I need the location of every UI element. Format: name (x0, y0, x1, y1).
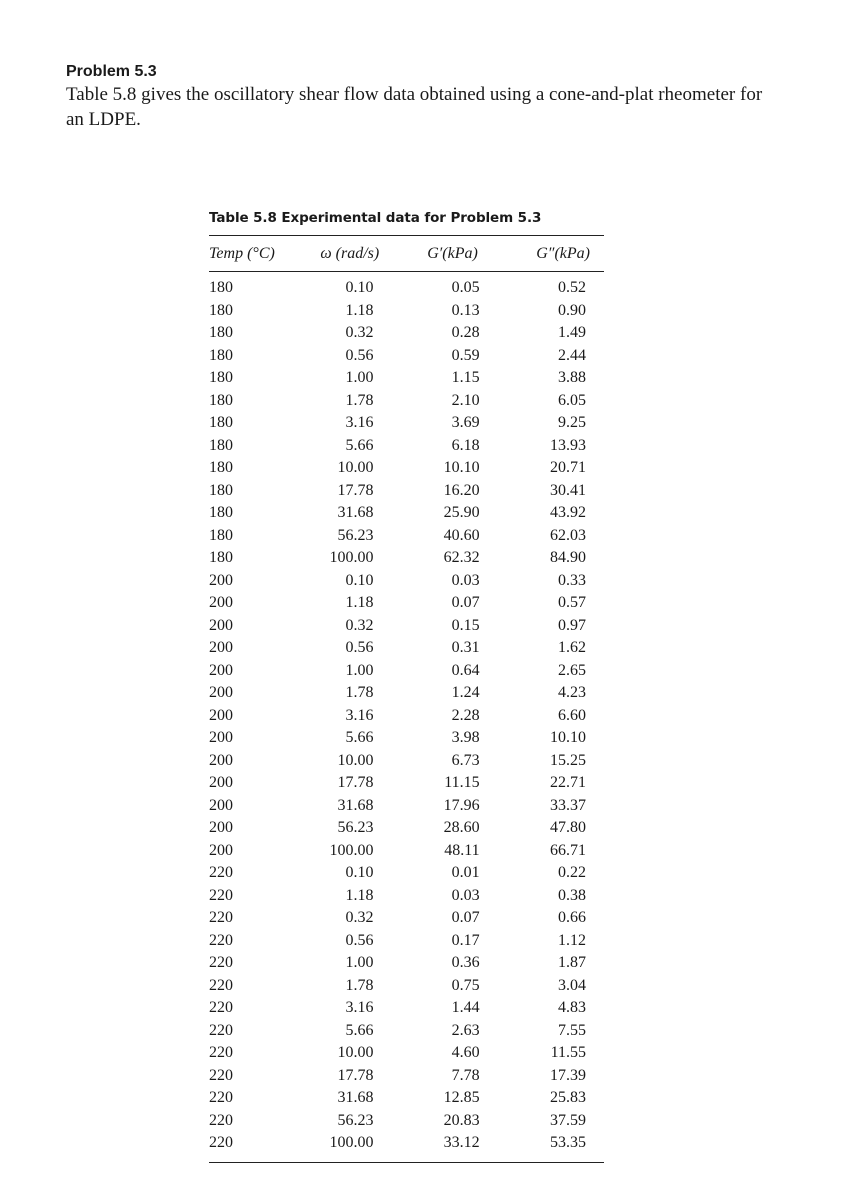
cell-storage-modulus: 3.69 (451, 414, 480, 431)
table-row (209, 907, 604, 930)
cell-storage-modulus: 0.05 (451, 279, 480, 296)
cell-loss-modulus: 3.04 (558, 976, 586, 994)
cell-storage-modulus: 0.07 (451, 909, 480, 926)
cell-loss-modulus: 4.83 (558, 999, 586, 1016)
header-storage-modulus: G′(kPa) (427, 244, 478, 262)
cell-storage-modulus: 3.98 (451, 729, 480, 746)
cell-storage-modulus: 0.15 (451, 616, 480, 634)
table-row (209, 817, 604, 840)
cell-temp: 200 (209, 796, 233, 814)
cell-storage-modulus: 0.59 (451, 346, 480, 364)
cell-temp: 200 (209, 729, 233, 746)
cell-loss-modulus: 0.33 (558, 571, 586, 589)
cell-loss-modulus: 22.71 (550, 774, 586, 791)
table-row (209, 1042, 604, 1065)
cell-storage-modulus: 2.10 (451, 391, 480, 409)
table-row (209, 570, 604, 593)
cell-omega: 10.00 (337, 459, 374, 476)
cell-temp: 200 (209, 706, 233, 724)
cell-temp: 200 (209, 751, 233, 769)
cell-omega: 0.10 (345, 864, 374, 881)
cell-loss-modulus: 1.62 (558, 639, 586, 656)
cell-omega: 31.68 (337, 1089, 374, 1106)
cell-storage-modulus: 6.18 (451, 436, 480, 454)
cell-omega: 1.18 (345, 301, 374, 319)
cell-storage-modulus: 1.15 (451, 369, 480, 386)
cell-storage-modulus: 1.24 (451, 684, 480, 701)
cell-loss-modulus: 0.52 (558, 279, 586, 296)
cell-storage-modulus: 6.73 (451, 751, 480, 769)
cell-omega: 17.78 (337, 1066, 374, 1084)
table-row (209, 750, 604, 773)
cell-temp: 220 (209, 1021, 233, 1039)
cell-temp: 200 (209, 661, 233, 679)
cell-loss-modulus: 11.55 (550, 1044, 586, 1061)
cell-omega: 1.18 (345, 594, 374, 611)
table-row (209, 502, 604, 525)
table-row (209, 412, 604, 435)
cell-loss-modulus: 0.90 (558, 301, 586, 319)
cell-temp: 180 (209, 436, 233, 454)
table-row (209, 277, 604, 300)
table-row (209, 345, 604, 368)
cell-storage-modulus: 4.60 (451, 1044, 480, 1061)
cell-storage-modulus: 33.12 (443, 1134, 480, 1151)
cell-temp: 220 (209, 954, 233, 971)
table-row (209, 367, 604, 390)
table-row (209, 727, 604, 750)
cell-temp: 180 (209, 391, 233, 409)
cell-loss-modulus: 1.87 (558, 954, 586, 971)
problem-heading: Problem 5.3 (66, 63, 157, 80)
table-row (209, 457, 604, 480)
cell-omega: 100.00 (329, 841, 374, 859)
header-loss-modulus: G″(kPa) (536, 244, 590, 262)
cell-temp: 200 (209, 774, 233, 791)
table-row (209, 525, 604, 548)
table-header-row (209, 236, 604, 272)
cell-loss-modulus: 1.12 (558, 931, 586, 949)
cell-temp: 180 (209, 459, 233, 476)
cell-temp: 180 (209, 324, 233, 341)
cell-loss-modulus: 2.44 (558, 346, 586, 364)
cell-omega: 3.16 (345, 999, 374, 1016)
cell-omega: 56.23 (337, 1111, 374, 1129)
cell-storage-modulus: 0.75 (451, 976, 480, 994)
cell-loss-modulus: 30.41 (550, 481, 586, 499)
cell-temp: 220 (209, 1044, 233, 1061)
cell-storage-modulus: 25.90 (443, 504, 480, 521)
cell-storage-modulus: 16.20 (443, 481, 480, 499)
table-row (209, 435, 604, 458)
cell-temp: 220 (209, 931, 233, 949)
cell-omega: 0.10 (345, 279, 374, 296)
cell-storage-modulus: 7.78 (451, 1066, 480, 1084)
cell-storage-modulus: 11.15 (444, 774, 480, 791)
cell-omega: 100.00 (329, 549, 374, 566)
cell-loss-modulus: 43.92 (550, 504, 586, 521)
cell-loss-modulus: 37.59 (550, 1111, 586, 1129)
cell-omega: 56.23 (337, 819, 374, 836)
cell-omega: 100.00 (329, 1134, 374, 1151)
cell-storage-modulus: 20.83 (443, 1111, 480, 1129)
cell-omega: 1.78 (345, 684, 374, 701)
cell-loss-modulus: 10.10 (550, 729, 586, 746)
cell-temp: 200 (209, 571, 233, 589)
cell-loss-modulus: 6.05 (558, 391, 586, 409)
cell-omega: 1.18 (345, 886, 374, 904)
problem-block (66, 62, 766, 132)
table-row (209, 615, 604, 638)
cell-temp: 180 (209, 301, 233, 319)
cell-loss-modulus: 7.55 (558, 1021, 586, 1039)
cell-storage-modulus: 62.32 (443, 549, 480, 566)
table-block (209, 208, 604, 1163)
table-row (209, 795, 604, 818)
cell-storage-modulus: 0.36 (451, 954, 480, 971)
cell-omega: 0.32 (345, 909, 374, 926)
cell-storage-modulus: 0.03 (451, 886, 480, 904)
table-row (209, 930, 604, 953)
cell-omega: 3.16 (345, 414, 374, 431)
cell-temp: 220 (209, 1111, 233, 1129)
table-row (209, 862, 604, 885)
cell-omega: 1.00 (345, 369, 374, 386)
cell-storage-modulus: 0.64 (451, 661, 480, 679)
cell-loss-modulus: 47.80 (550, 819, 586, 836)
table-row (209, 547, 604, 570)
cell-loss-modulus: 62.03 (550, 526, 586, 544)
cell-loss-modulus: 0.57 (558, 594, 586, 611)
cell-storage-modulus: 0.01 (451, 864, 480, 881)
cell-storage-modulus: 0.07 (451, 594, 480, 611)
cell-temp: 220 (209, 1134, 233, 1151)
table-row (209, 705, 604, 728)
cell-loss-modulus: 9.25 (558, 414, 586, 431)
cell-temp: 180 (209, 549, 233, 566)
table-row (209, 1065, 604, 1088)
table-row (209, 1110, 604, 1133)
data-table (209, 235, 604, 1163)
cell-temp: 200 (209, 594, 233, 611)
cell-loss-modulus: 3.88 (558, 369, 586, 386)
table-row (209, 840, 604, 863)
cell-storage-modulus: 48.11 (444, 841, 480, 859)
cell-omega: 3.16 (345, 706, 374, 724)
cell-temp: 220 (209, 864, 233, 881)
cell-storage-modulus: 40.60 (443, 526, 480, 544)
problem-statement: Table 5.8 gives the oscillatory shear flow data obtained using a cone-and-plat rheometer for an LDPE. (66, 84, 763, 130)
cell-loss-modulus: 17.39 (550, 1066, 586, 1084)
cell-temp: 180 (209, 504, 233, 521)
table-row (209, 1087, 604, 1110)
cell-temp: 180 (209, 346, 233, 364)
cell-loss-modulus: 15.25 (550, 751, 586, 769)
cell-omega: 56.23 (337, 526, 374, 544)
table-row (209, 637, 604, 660)
cell-omega: 0.56 (345, 639, 374, 656)
cell-omega: 10.00 (337, 751, 374, 769)
cell-loss-modulus: 4.23 (558, 684, 586, 701)
table-row (209, 592, 604, 615)
cell-omega: 0.10 (345, 571, 374, 589)
cell-loss-modulus: 0.38 (558, 886, 586, 904)
cell-omega: 31.68 (337, 796, 374, 814)
cell-temp: 200 (209, 841, 233, 859)
cell-storage-modulus: 12.85 (443, 1089, 480, 1106)
cell-omega: 1.00 (345, 661, 374, 679)
cell-storage-modulus: 0.31 (451, 639, 480, 656)
table-caption: Table 5.8 Experimental data for Problem 5.3 (209, 210, 542, 226)
cell-omega: 5.66 (345, 729, 374, 746)
cell-temp: 180 (209, 279, 233, 296)
cell-loss-modulus: 6.60 (558, 706, 586, 724)
cell-omega: 17.78 (337, 481, 374, 499)
cell-omega: 31.68 (337, 504, 374, 521)
cell-temp: 180 (209, 414, 233, 431)
cell-temp: 220 (209, 1089, 233, 1106)
cell-loss-modulus: 33.37 (550, 796, 586, 814)
cell-omega: 17.78 (337, 774, 374, 791)
table-row (209, 885, 604, 908)
table-row (209, 952, 604, 975)
table-row (209, 300, 604, 323)
cell-temp: 200 (209, 684, 233, 701)
cell-loss-modulus: 0.66 (558, 909, 586, 926)
cell-loss-modulus: 1.49 (558, 324, 586, 341)
cell-temp: 220 (209, 999, 233, 1016)
cell-omega: 0.56 (345, 931, 374, 949)
cell-temp: 200 (209, 639, 233, 656)
cell-loss-modulus: 20.71 (550, 459, 586, 476)
table-row (209, 660, 604, 683)
cell-omega: 10.00 (337, 1044, 374, 1061)
table-row (209, 682, 604, 705)
table-row (209, 390, 604, 413)
cell-loss-modulus: 0.97 (558, 616, 586, 634)
cell-omega: 1.78 (345, 391, 374, 409)
cell-temp: 220 (209, 909, 233, 926)
cell-omega: 5.66 (345, 436, 374, 454)
table-row (209, 1132, 604, 1155)
cell-storage-modulus: 0.17 (451, 931, 480, 949)
cell-temp: 200 (209, 819, 233, 836)
table-row (209, 997, 604, 1020)
cell-omega: 0.32 (345, 616, 374, 634)
cell-storage-modulus: 0.28 (451, 324, 480, 341)
table-row (209, 1020, 604, 1043)
cell-omega: 0.56 (345, 346, 374, 364)
cell-storage-modulus: 17.96 (443, 796, 480, 814)
cell-temp: 200 (209, 616, 233, 634)
header-temp: Temp (°C) (209, 244, 275, 262)
table-row (209, 975, 604, 998)
cell-storage-modulus: 1.44 (451, 999, 480, 1016)
cell-loss-modulus: 25.83 (550, 1089, 586, 1106)
cell-omega: 0.32 (345, 324, 374, 341)
cell-storage-modulus: 0.03 (451, 571, 480, 589)
cell-storage-modulus: 2.63 (451, 1021, 480, 1039)
cell-storage-modulus: 0.13 (451, 301, 480, 319)
cell-omega: 5.66 (345, 1021, 374, 1039)
table-bottom-rule (209, 1162, 604, 1163)
cell-loss-modulus: 66.71 (550, 841, 586, 859)
cell-storage-modulus: 28.60 (443, 819, 480, 836)
cell-loss-modulus: 2.65 (558, 661, 586, 679)
cell-temp: 220 (209, 1066, 233, 1084)
cell-loss-modulus: 53.35 (550, 1134, 586, 1151)
cell-loss-modulus: 13.93 (550, 436, 586, 454)
cell-omega: 1.00 (345, 954, 374, 971)
cell-storage-modulus: 2.28 (451, 706, 480, 724)
header-omega: ω (rad/s) (320, 244, 380, 262)
cell-storage-modulus: 10.10 (443, 459, 480, 476)
cell-temp: 220 (209, 976, 233, 994)
table-row (209, 772, 604, 795)
cell-temp: 180 (209, 481, 233, 499)
cell-temp: 180 (209, 369, 233, 386)
cell-loss-modulus: 84.90 (550, 549, 586, 566)
table-row (209, 480, 604, 503)
cell-temp: 220 (209, 886, 233, 904)
table-row (209, 322, 604, 345)
cell-temp: 180 (209, 526, 233, 544)
cell-loss-modulus: 0.22 (558, 864, 586, 881)
table-body (209, 272, 604, 1163)
cell-omega: 1.78 (345, 976, 374, 994)
